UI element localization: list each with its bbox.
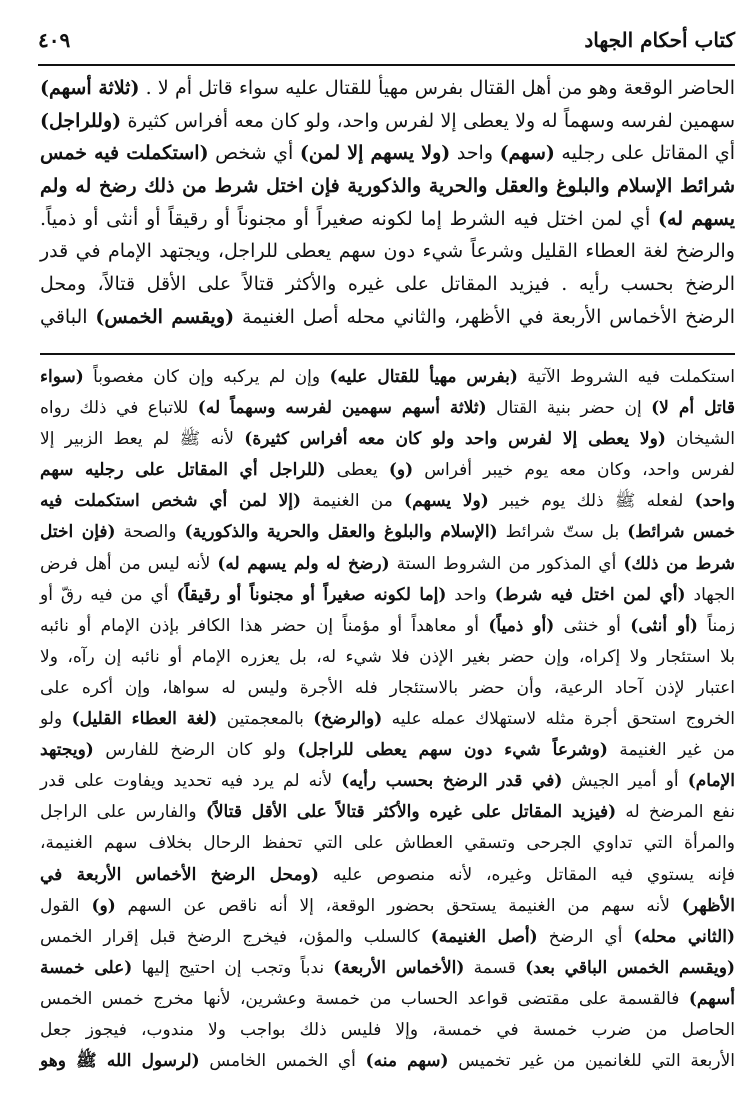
bold-matn-text: (إما لكونه صغيراً أو مجنوناً أو رقيقاً): [176, 584, 447, 605]
commentary-line: [40, 455, 735, 486]
text-segment: الحاصل من ضرب خمسة في خمسة، وإلا فليس ذلك بواجب ولا مندوب، فيجوز جعل: [40, 1019, 735, 1040]
text-segment: الأربعة التي للغانمين من غير تخميس: [448, 1051, 736, 1072]
text-segment: الخروج استحق أجرة مثله لاستهلاك عمله عليه: [382, 709, 736, 730]
text-segment: الرضخ الأخماس الأربعة في الأظهر، والثاني محله أصل الغنيمة: [234, 305, 735, 328]
bold-matn-text: واحد): [694, 491, 735, 512]
commentary-line: [40, 1046, 735, 1077]
bold-matn-text: (ومحل الرضخ الأخماس الأربعة في: [40, 864, 319, 885]
text-segment: استكملت فيه الشروط الآتية: [517, 367, 735, 387]
bold-matn-text: (ويجتهد: [40, 740, 94, 761]
commentary-line: [40, 362, 735, 393]
text-segment: الجهاد: [685, 584, 735, 605]
bold-matn-text: (ويقسم الخمس): [95, 305, 235, 328]
text-segment: القول: [40, 895, 92, 916]
commentary-line: [40, 393, 735, 424]
text-segment: ولو: [40, 709, 72, 730]
bold-matn-text: (لغة العطاء القليل): [71, 709, 218, 730]
commentary-line: [40, 797, 735, 828]
bold-matn-text: الأظهر): [681, 895, 735, 916]
text-segment: بلا استئجار ولا إكراه، وإن حضر بغير الإذن فلا شيء له، بل يعزره الإمام أو نائبه إن رآه، ولا: [40, 646, 735, 667]
text-segment: يعطى: [325, 460, 389, 481]
bold-matn-text: (في قدر الرضخ بحسب رأيه): [341, 771, 563, 792]
bold-matn-text: (ولا يسهم إلا لمن): [299, 142, 451, 165]
commentary-line: [40, 549, 735, 580]
bold-matn-text: (لرسول الله ﷺ وهو: [40, 1051, 200, 1072]
bold-matn-text: (الأخماس الأربعة): [333, 957, 465, 978]
text-segment: والرضخ لغة العطاء القليل وشرعاً شيء دون سهم يعطى للراجل، ويجتهد الإمام في قدر: [40, 240, 735, 263]
text-segment: اعتبار لإذن آحاد الرعية، وأن حضر بالاستئجار فله الأجرة وليس له سواها، وإن أكره على: [40, 677, 735, 698]
text-segment: الباقي: [40, 305, 96, 328]
text-segment: أي المقاتل على رجليه: [554, 142, 735, 165]
text-segment: أي من فيه رقّ أو: [40, 584, 177, 605]
text-segment: قسمة: [464, 957, 526, 978]
text-segment: أي الخمس الخامس: [199, 1051, 366, 1072]
bold-matn-text: شرائط الإسلام والبلوغ والعقل والحرية والذكورية فإن اختل شرط من ذلك رضخ له ولم: [40, 175, 735, 198]
text-segment: للاتباع في ذلك رواه: [40, 398, 198, 419]
bold-matn-text: (فيزيد المقاتل على غيره والأكثر قتالاً على الأقل قتالاً): [205, 802, 617, 823]
text-segment: لفعله ﷺ ذلك يوم خيبر: [488, 491, 695, 512]
bold-matn-text: (الإسلام والبلوغ والعقل والحرية والذكورية): [184, 522, 498, 543]
text-segment: أو معاهداً أو مؤمناً إن حضر هذا الكافر بإذن الإمام أو نائبه: [40, 615, 489, 636]
text-segment: لأنه سهم من الغنيمة يستحق بحضور الوقعة، إلا أنه ناقص عن السهم: [115, 895, 682, 916]
text-segment: لفرس واحد، وكان معه يوم خيبر أفراس: [413, 460, 735, 481]
running-header: [38, 28, 735, 62]
bold-matn-text: شرط من ذلك): [623, 553, 735, 574]
main-text-line: [40, 203, 735, 236]
bold-matn-text: (ويقسم الخمس الباقي بعد): [525, 957, 735, 978]
bold-matn-text: (سواء: [40, 367, 84, 387]
bold-matn-text: أسهم): [688, 988, 735, 1009]
text-segment: من الغنيمة: [301, 491, 405, 512]
header-divider: [38, 64, 735, 66]
text-segment: سهمين لفرسه وسهماً له ولا يعطى إلا لفرس واحد، ولو كان معه أفراس كثيرة: [121, 109, 735, 132]
text-segment: والصحة: [115, 522, 185, 543]
bold-matn-text: (سهم): [499, 142, 555, 165]
text-segment: وإن لم يركبه وإن كان مغصوباً: [83, 367, 330, 387]
commentary-line: [40, 486, 735, 517]
bold-matn-text: (إلا لمن أي شخص استكملت فيه: [40, 491, 302, 512]
commentary-line: [40, 922, 735, 953]
text-segment: الحاضر الوقعة وهو من أهل القتال بفرس مهيأ للقتال عليه سواء قاتل أم لا .: [139, 77, 735, 99]
text-segment: لأنه ﷺ لم يعط الزبير إلا: [40, 429, 245, 450]
commentary-line: [40, 860, 735, 891]
main-text-line: [40, 105, 735, 138]
bold-matn-text: (فإن اختل: [40, 522, 116, 543]
commentary-line: [40, 673, 735, 704]
bold-matn-text: (ثلاثة أسهم): [40, 77, 140, 99]
main-text-line: [40, 268, 735, 301]
commentary-line: [40, 735, 735, 766]
bold-matn-text: (ولا يسهم): [404, 491, 489, 512]
bold-matn-text: (ولا يعطى إلا لفرس واحد ولو كان معه أفراس كثيرة): [244, 429, 666, 450]
text-segment: كالسلب والمؤن، فيخرج الرضخ قبل إقرار الخمس: [40, 926, 431, 947]
bold-matn-text: (الثاني محله): [633, 926, 736, 947]
commentary-line: [40, 766, 735, 797]
bold-matn-text: (و): [388, 460, 414, 481]
bold-matn-text: يسهم له): [658, 207, 735, 230]
main-text-line: [40, 170, 735, 203]
commentary-line: [40, 424, 735, 455]
text-segment: والفارس على الراجل: [40, 802, 206, 823]
commentary-line: [40, 984, 735, 1015]
bold-matn-text: الإمام): [687, 771, 735, 792]
bold-matn-text: (بفرس مهيأ للقتال عليه): [329, 367, 518, 387]
commentary-text: [40, 362, 735, 1077]
bold-matn-text: (أو ذمياً): [488, 615, 555, 636]
commentary-line: [40, 517, 735, 548]
bold-matn-text: (استكملت فيه خمس: [40, 142, 209, 165]
bold-matn-text: (على خمسة: [40, 957, 133, 978]
commentary-line: [40, 704, 735, 735]
text-segment: فالقسمة على مقتضى قواعد الحساب من خمسة وعشرين، لأنها مخرج خمس الخمس: [40, 988, 689, 1009]
bold-matn-text: (و): [91, 895, 116, 916]
bold-matn-text: (أو أنثى): [630, 615, 698, 636]
book-title: كتاب أحكام الجهاد: [584, 28, 735, 52]
text-segment: أي لمن اختل فيه الشرط إما لكونه صغيراً أو مجنوناً أو رقيقاً أو أنثى أو ذمياً.: [40, 207, 659, 230]
commentary-line: [40, 1015, 735, 1046]
text-segment: أو خنثى: [554, 615, 631, 636]
commentary-line: [40, 891, 735, 922]
main-text: [40, 72, 735, 334]
footnote-divider: [40, 353, 735, 355]
text-segment: واحد: [450, 142, 500, 165]
main-text-line: [40, 235, 735, 268]
text-segment: أي الرضخ: [537, 926, 634, 947]
text-segment: واحد: [446, 584, 495, 605]
commentary-line: [40, 828, 735, 859]
text-segment: زمناً: [697, 615, 735, 636]
commentary-line: [40, 611, 735, 642]
bold-matn-text: قاتل أم لا): [651, 398, 735, 419]
text-segment: فإنه يستوي فيه المقاتل وغيره، لأنه منصوص عليه: [318, 864, 736, 885]
text-segment: إن حضر بنية القتال: [486, 398, 652, 419]
bold-matn-text: (ثلاثة أسهم سهمين لفرسه وسهماً له): [197, 398, 487, 419]
text-segment: من غير الغنيمة: [607, 740, 736, 761]
text-segment: والمرأة التي تداوي الجرحى وتسقي العطاش على التي تحفظ الرحال بخلاف سهم الغنيمة،: [40, 833, 735, 854]
text-segment: ولو كان الرضخ للفارس: [93, 740, 298, 761]
text-segment: بل ستّ شرائط: [497, 522, 628, 543]
commentary-line: [40, 953, 735, 984]
main-text-line: [40, 137, 735, 170]
main-text-line: [40, 301, 735, 334]
bold-matn-text: (سهم منه): [365, 1051, 449, 1072]
bold-matn-text: (رضخ له ولم يسهم له): [217, 553, 390, 574]
bold-matn-text: خمس شرائط): [627, 522, 736, 543]
bold-matn-text: (وللراجل): [40, 109, 122, 132]
text-segment: الرضخ بحسب رأيه . فيزيد المقاتل على غيره والأكثر قتالاً على الأقل قتالاً، ومحل: [40, 273, 735, 296]
commentary-line: [40, 642, 735, 673]
bold-matn-text: (والرضخ): [313, 709, 383, 730]
commentary-line: [40, 580, 735, 611]
text-segment: ندباً وتجب إن احتيج إليها: [132, 957, 334, 978]
text-segment: أو أمير الجيش: [562, 771, 688, 792]
bold-matn-text: (للراجل أي المقاتل على رجليه سهم: [40, 460, 326, 481]
text-segment: نفع المرضخ له: [616, 802, 735, 823]
main-text-line: [40, 72, 735, 105]
page-number: ٤٠٩: [38, 28, 71, 52]
text-segment: لأنه ليس من أهل فرض: [40, 553, 218, 574]
text-segment: أي المذكور من الشروط الستة: [389, 553, 624, 574]
bold-matn-text: (أي لمن اختل فيه شرط): [494, 584, 686, 605]
bold-matn-text: (أصل الغنيمة): [430, 926, 538, 947]
text-segment: بالمعجمتين: [217, 709, 314, 730]
text-segment: أي شخص: [208, 142, 300, 165]
text-segment: الشيخان: [665, 429, 735, 450]
bold-matn-text: (وشرعاً شيء دون سهم يعطى للراجل): [297, 740, 608, 761]
text-segment: لأنه لم يرد فيه تحديد ويفاوت على قدر: [40, 771, 342, 792]
